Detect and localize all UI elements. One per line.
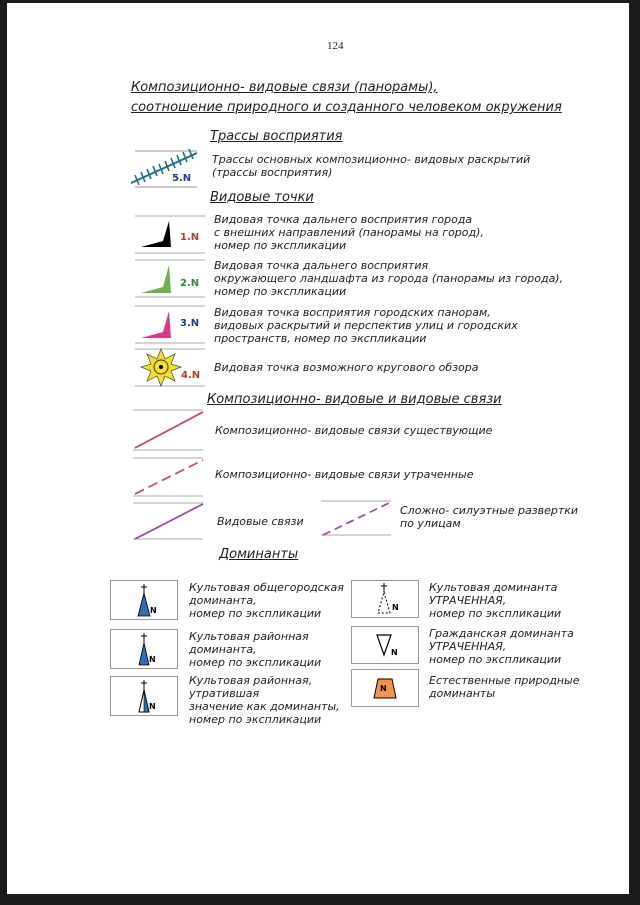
desc-line: окружающего ландшафта из города (панорамы из города), xyxy=(214,272,564,285)
viewpoint-1-desc xyxy=(214,213,484,252)
dominant-city-cult-icon xyxy=(110,580,178,620)
dominant-cult-lost-icon xyxy=(351,580,419,618)
desc-line: доминанты xyxy=(429,687,495,700)
trassy-desc-line: (трассы восприятия) xyxy=(212,166,333,179)
desc-line: Видовая точка дальнего восприятия xyxy=(214,259,429,272)
title-line-1: Композиционно- видовые связи (панорамы), xyxy=(131,80,438,95)
desc-line: Культовая районная, xyxy=(189,674,313,687)
silhouette-link-line-icon xyxy=(319,497,399,542)
page-number: 124 xyxy=(327,40,344,52)
existing-link-desc: Композиционно- видовые связи существующие xyxy=(215,424,493,437)
silhouette-link-desc xyxy=(400,504,578,530)
desc-line: Гражданская доминанта xyxy=(429,627,574,640)
viewpoint-3-desc xyxy=(214,306,518,345)
viewpoint-4-desc xyxy=(214,361,479,374)
desc-line: Сложно- силуэтные развертки xyxy=(400,504,579,517)
desc-line: номер по экспликации xyxy=(429,607,562,620)
dominant-letter: N xyxy=(149,655,156,664)
desc-line: номер по экспликации xyxy=(189,607,322,620)
dominant-lost-significance-desc xyxy=(189,674,340,726)
desc-line: Культовая общегородская xyxy=(189,581,344,594)
desc-line: с внешних направлений (панорамы на город), xyxy=(214,226,484,239)
section-title-links: Композиционно- видовые и видовые связи xyxy=(207,392,502,407)
lost-link-line-icon xyxy=(131,454,211,499)
view-link-desc: Видовые связи xyxy=(217,515,304,528)
desc-line: Видовая точка восприятия городских панорам, xyxy=(214,306,491,319)
viewpoint-4-label: 4.N xyxy=(181,370,201,381)
lost-link-desc: Композиционно- видовые связи утраченные xyxy=(215,468,474,481)
desc-line: по улицам xyxy=(400,517,461,530)
desc-line: Естественные природные xyxy=(429,674,580,687)
desc-line: доминанта, xyxy=(189,594,257,607)
dominant-city-cult-desc xyxy=(189,581,344,620)
desc-line: УТРАЧЕННАЯ, xyxy=(429,640,507,653)
desc-line: пространств, номер по экспликации xyxy=(214,332,427,345)
desc-line: значение как доминанты, xyxy=(189,700,340,713)
desc-line: УТРАЧЕННАЯ, xyxy=(429,594,507,607)
dominant-cult-lost-desc xyxy=(429,581,561,620)
trassy-label: 5.N xyxy=(172,173,192,184)
viewpoint-2-label: 2.N xyxy=(180,278,200,289)
document-page xyxy=(7,3,629,894)
dominant-civil-lost-icon xyxy=(351,626,419,664)
desc-line: номер по экспликации xyxy=(189,713,322,726)
view-link-line-icon xyxy=(131,499,211,544)
dominant-natural-desc xyxy=(429,674,580,700)
trassy-desc-line: Трассы основных композиционно- видовых раскрытий xyxy=(212,153,531,166)
trassy-desc xyxy=(212,153,530,179)
section-title-trassy: Трассы восприятия xyxy=(210,129,343,144)
desc-line: утратившая xyxy=(189,687,260,700)
existing-link-line-icon xyxy=(131,408,211,453)
desc-line: номер по экспликации xyxy=(429,653,562,666)
viewpoint-1-label: 1.N xyxy=(180,232,200,243)
dominant-district-cult-desc xyxy=(189,630,321,669)
perception-route-icon xyxy=(127,143,207,193)
desc-line: видовых раскрытий и перспектив улиц и городских xyxy=(214,319,518,332)
dominant-letter: N xyxy=(150,606,157,615)
desc-line: номер по экспликации xyxy=(214,239,347,252)
title-line-2: соотношение природного и созданного человеком окружения xyxy=(131,100,562,115)
desc-line: Видовая точка возможного кругового обзора xyxy=(214,361,479,374)
section-title-dominants: Доминанты xyxy=(219,547,299,562)
viewpoint-2-desc xyxy=(214,259,563,298)
desc-line: доминанта, xyxy=(189,643,257,656)
dominant-district-cult-icon xyxy=(110,629,178,669)
desc-line: номер по экспликации xyxy=(189,656,322,669)
desc-line: Видовая точка дальнего восприятия города xyxy=(214,213,473,226)
desc-line: Культовая доминанта xyxy=(429,581,558,594)
dominant-letter: N xyxy=(392,603,399,612)
viewpoint-4-sun-icon xyxy=(135,348,207,388)
dominant-civil-lost-desc xyxy=(429,627,574,666)
desc-line: Культовая районная xyxy=(189,630,309,643)
section-title-viewpoints: Видовые точки xyxy=(210,190,314,205)
dominant-letter: N xyxy=(149,702,156,711)
dominant-letter: N xyxy=(391,648,398,657)
dominant-letter: N xyxy=(380,684,387,693)
viewpoint-3-label: 3.N xyxy=(180,318,200,329)
desc-line: номер по экспликации xyxy=(214,285,347,298)
dominant-lost-significance-icon xyxy=(110,676,178,716)
